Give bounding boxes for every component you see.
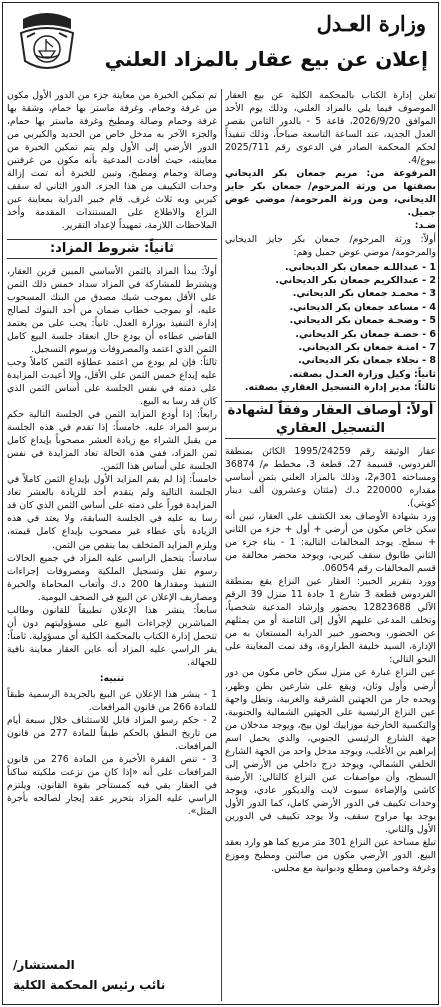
ministry-title: وزارة العـدل bbox=[316, 11, 426, 36]
note-item: 3 - تنص الفقرة الأخيرة من المادة 276 من قانون المرافعات على أنه «إذا كان من نزعت ملكيته ساكناً في العقار بقي فيه كمستأجر بقوة القانون، ويلتزم الراسي عليه المزاد بتحرير عقد إيجار لصالحه بأجرة المثل». bbox=[7, 754, 217, 818]
heir-item: ثالثاً: مدير إدارة التسجيل العقاري بصفته. bbox=[244, 382, 436, 394]
heir-item: 7 - امنـة جمعان بكر الديحاني. bbox=[298, 342, 436, 354]
condition-paragraph: سابعاً: ينشر هذا الإعلان تطبيقاً للقانون وطالب المباشرين لإجراءات البيع على مسؤوليتهم دون أن تتحمل إدارة الكتاب بالمحكمة الكلية أي مسؤولية. ثامناً: يقر الراسي عليه المزاد أنه عاين العقار معاينة نافية للجهالة. bbox=[7, 604, 217, 668]
section-title-conditions: ثانياً: شروط المزاد: bbox=[7, 239, 217, 259]
property-paragraph: ورد بشهادة الأوصاف بعد الكشف على العقار، تبين أنه سكن خاص مكون من أرضي + أول + جزء من الثاني + سطح. يوجد المخالفات التالية: 1 - بناء جزء من الثاني طابوق سقف كيربي، ويوجد محضر مخالفة من قسم المخالفات رقم 06054. bbox=[225, 510, 436, 575]
right-column bbox=[225, 89, 436, 1001]
plaintiffs-paragraph: المرفوعة من: مريم جمعان بكر الديحاني بصفتها من ورثة المرحوم/ جمعان بكر جايز الديحاني، ومن ورثة المرحومة/ موضي عوض جميل. bbox=[225, 168, 436, 219]
defendants-intro: أولاً: ورثة المرحوم/ جمعان بكر جايز الديحاني والمرحومة/ موضي عوض جميل وهم: bbox=[225, 233, 436, 258]
kuwait-emblem-icon bbox=[13, 9, 81, 77]
signature-name: نائب رئيس المحكمة الكلية bbox=[13, 978, 166, 992]
header bbox=[3, 3, 440, 83]
heir-item: 2 - عبدالكريم جمعان بكر الديحاني. bbox=[275, 275, 436, 287]
condition-paragraph: خامساً: إذا لم يقم المزايد الأول بإيداع الثمن كاملاً في الجلسة التالية ولم يتقدم أحد للزيادة بالعشر تعاد المزايدة فوراً على ذمته على أساس الثمن الذي كان قد رسا به عليه في الجلسة السابقة، ولا يعتد في هذه الزيادة بأي عطاء غير مصحوب بإيداع كامل قيمته، ويلزم المزايد المتخلف بما ينقص من الثمن. bbox=[7, 474, 217, 551]
heir-item: 6 - حصـة جمعان بكر الديحاني. bbox=[295, 328, 436, 340]
note-item: 2 - حكم رسو المزاد قابل للاستئناف خلال سبعة أيام من تاريخ النطق بالحكم طبقاً للمادة 277 من قانون المرافعات. bbox=[7, 715, 217, 753]
heir-item: 5 - وضحـة جمعان بكر الديحاني. bbox=[289, 315, 436, 327]
announcement-page bbox=[2, 2, 439, 1005]
column-divider bbox=[221, 89, 222, 1001]
condition-paragraph: رابعاً: إذا أودع المزايد الثمن في الجلسة التالية حكم برسو المزاد عليه. خامساً: إذا تقدم في هذه الجلسة من يقبل الشراء مع زيادة العشر مصحوباً بإيداع كامل ثمن المزاد، ففي هذه الحالة تعاد المزايدة في نفس الجلسة على أساس هذا الثمن. bbox=[7, 409, 217, 473]
intro-paragraph: تعلن إدارة الكتاب بالمحكمة الكلية عن بيع العقار الموصوف فيما يلي بالمزاد العلني، وذلك يوم الأحد الموافق 2026/9/20، قاعة 5 - بالدور الثامن بقصر العدل الجديد، عند الساعة التاسعة صباحاً، وذلك تنفيذاً لحكم المحكمة الصادر في الدعوى رقم 2025/711 بيوع/4. bbox=[225, 90, 436, 167]
heir-item: ثانياً: وكيل وزارة العـدل بصفته. bbox=[289, 368, 436, 380]
property-paragraph: عين النزاع عبارة عن منزل سكن خاص مكون من دور أرضي وأول وثان، ويقع على شارعين بطن وظهر، ويحده جار من الجهتين الشرقية والغربية، وتطل واجهة عين النزاع الرئيسية على الجهتين الشمالية والجنوبية، والتكسية الخارجية موزاييك لون بيج، ويوجد مدخلان من جهة الشارع الرئيسي الجنوبي، والذي يحمل اسم إبراهيم بن الأغلب، ويوجد مدخل واحد من الجهة الشارع الخلفي الشمالي، ويوجد درج داخلي من الأرضي إلى السطح، وأن مواصفات عين النزاع كالتالي: الأرضية كاشي والإضاءة سبوت لايت والديكور عادي، ويوجد وحدات تكييف في الدور الأرضي كامل، كما الدور الأول يوجد بها مراوح سقف، ولا يوجد تكييف في الدورين الأول والثاني. bbox=[225, 667, 436, 836]
heir-item: 3 - محمـد جمعان بكر الديحاني. bbox=[292, 288, 436, 300]
signature-title: المستشار/ bbox=[13, 958, 75, 972]
condition-paragraph: سادساً: يتحمل الراسي عليه المزاد في جميع الحالات رسوم نقل وتسجيل الملكية ومصروفات إجراءات التنفيذ ومقدارها 200 د.ك وأتعاب المحاماة والخبرة ومصاريف الإعلان عن البيع في الصحف اليومية. bbox=[7, 552, 217, 603]
left-column bbox=[7, 89, 217, 1001]
section-title-property: أولاً: أوصاف العقار وفقاً لشهادة التسجيل العقاري bbox=[225, 401, 436, 439]
property-paragraph: عقار الوثيقة رقم 1995/24259 الكائن بمنطقة الفردوس، قسيمة 27، قطعة 3، مخطط م/ 36874 ومساحته 301م2، وذلك بالمزاد العلني بثمن أساسي مقداره 220000 د.ك (مئتان وعشرون ألف دينار كويتي). bbox=[225, 445, 436, 509]
note-item: 1 - ينشر هذا الإعلان عن البيع بالجريدة الرسمية طبقاً للمادة 266 من قانون المرافعات. bbox=[7, 689, 217, 714]
against-label: ضـد: bbox=[414, 220, 436, 232]
heir-item: 4 - مساعد جمعان بكر الديحاني. bbox=[289, 301, 436, 313]
condition-paragraph: ثالثاً: فإن لم يودع من اعتمد عطاؤه الثمن كاملاً وجب عليه إيداع خمس الثمن على الأقل، وإلا أعيدت المزايدة على ذمته في نفس الجلسة على أساس الثمن الذي كان قد رسا به البيع. bbox=[7, 356, 217, 407]
condition-paragraph: أولاً: يبدأ المزاد بالثمن الأساسي المبين قرين العقار، ويشترط للمشاركة في المزاد سداد خمس ذلك الثمن على الأقل بموجب شيك مصدق من البنك المسحوب عليه، أو بموجب خطاب ضمان من أحد البنوك لصالح إدارة التنفيذ بوزارة العدل. ثانياً: يجب على من يعتمد القاضي عطاءه أن يودع حال انعقاد جلسة البيع كامل الثمن الذي اعتمد والمصروفات ورسوم التسجيل. bbox=[7, 265, 217, 355]
notes-title: تنبيه: bbox=[99, 672, 125, 684]
columns bbox=[7, 89, 436, 1001]
signature-block bbox=[13, 955, 203, 995]
heir-item: 8 - نجلاء جمعان بكر الديحاني. bbox=[298, 355, 436, 367]
announcement-headline: إعلان عن بيع عقار بالمزاد العلني bbox=[104, 47, 428, 71]
continuation-paragraph: تم تمكين الخبرة من معاينة جزء من الدور الأول مكون من غرفة وحمام، وغرفة ماستر بها حمام، وشقة بها غرفة وحمام وصالة ومطبخ وغرفة ماستر بها حمام، والجزء الآخر به مدخل خاص من الحديد والكيربي من الدور الأرضي إلى الأول ولم يتم تمكين الخبرة من معاينته، حيث أفادت المدعية بأنه مكون من غرفتين وصالة وحمام ومطبخ، وتبين للخبرة أنه تمت إزالة وحدات التكييف من هذا الجزء. الدور الثاني له سقف كيربي وبه ثلاث غرف. قام خبير الدراية بمعاينة عين النزاع والاطلاع على المستندات المقدمة وأخذ الملاحظات اللازمة، تمهيداً لإعداد التقرير. bbox=[7, 90, 217, 232]
heirs-list bbox=[225, 261, 436, 395]
property-paragraph: وورد بتقرير الخبير: العقار عين النزاع يقع بمنطقة الفردوس قطعة 3 شارع 1 جادة 11 منزل 39 الرقم الآلي 12823688 بحضور وإرشاد المدعية شخصياً، وتخلف المدعى عليهم الأول إلى الثامنة أو من يمثلهم عن الحضور، وبحضور خبير الدراية المستعان به من الإدارة، السيد خليفة الطراروة، وقد تمت المعاينة على النحو التالي: bbox=[225, 576, 436, 666]
heir-item: 1 - عبداللـه جمعان بكر الديحاني. bbox=[284, 261, 436, 273]
property-paragraph: تبلغ مساحة عين النزاع 301 متر مربع كما هو وارد بعقد البيع. الدور الأرضي مكون من صالتين ومطبخ وموزع وغرفة وحمامين ومطلع ودبوانية مع مجلس. bbox=[225, 837, 436, 875]
